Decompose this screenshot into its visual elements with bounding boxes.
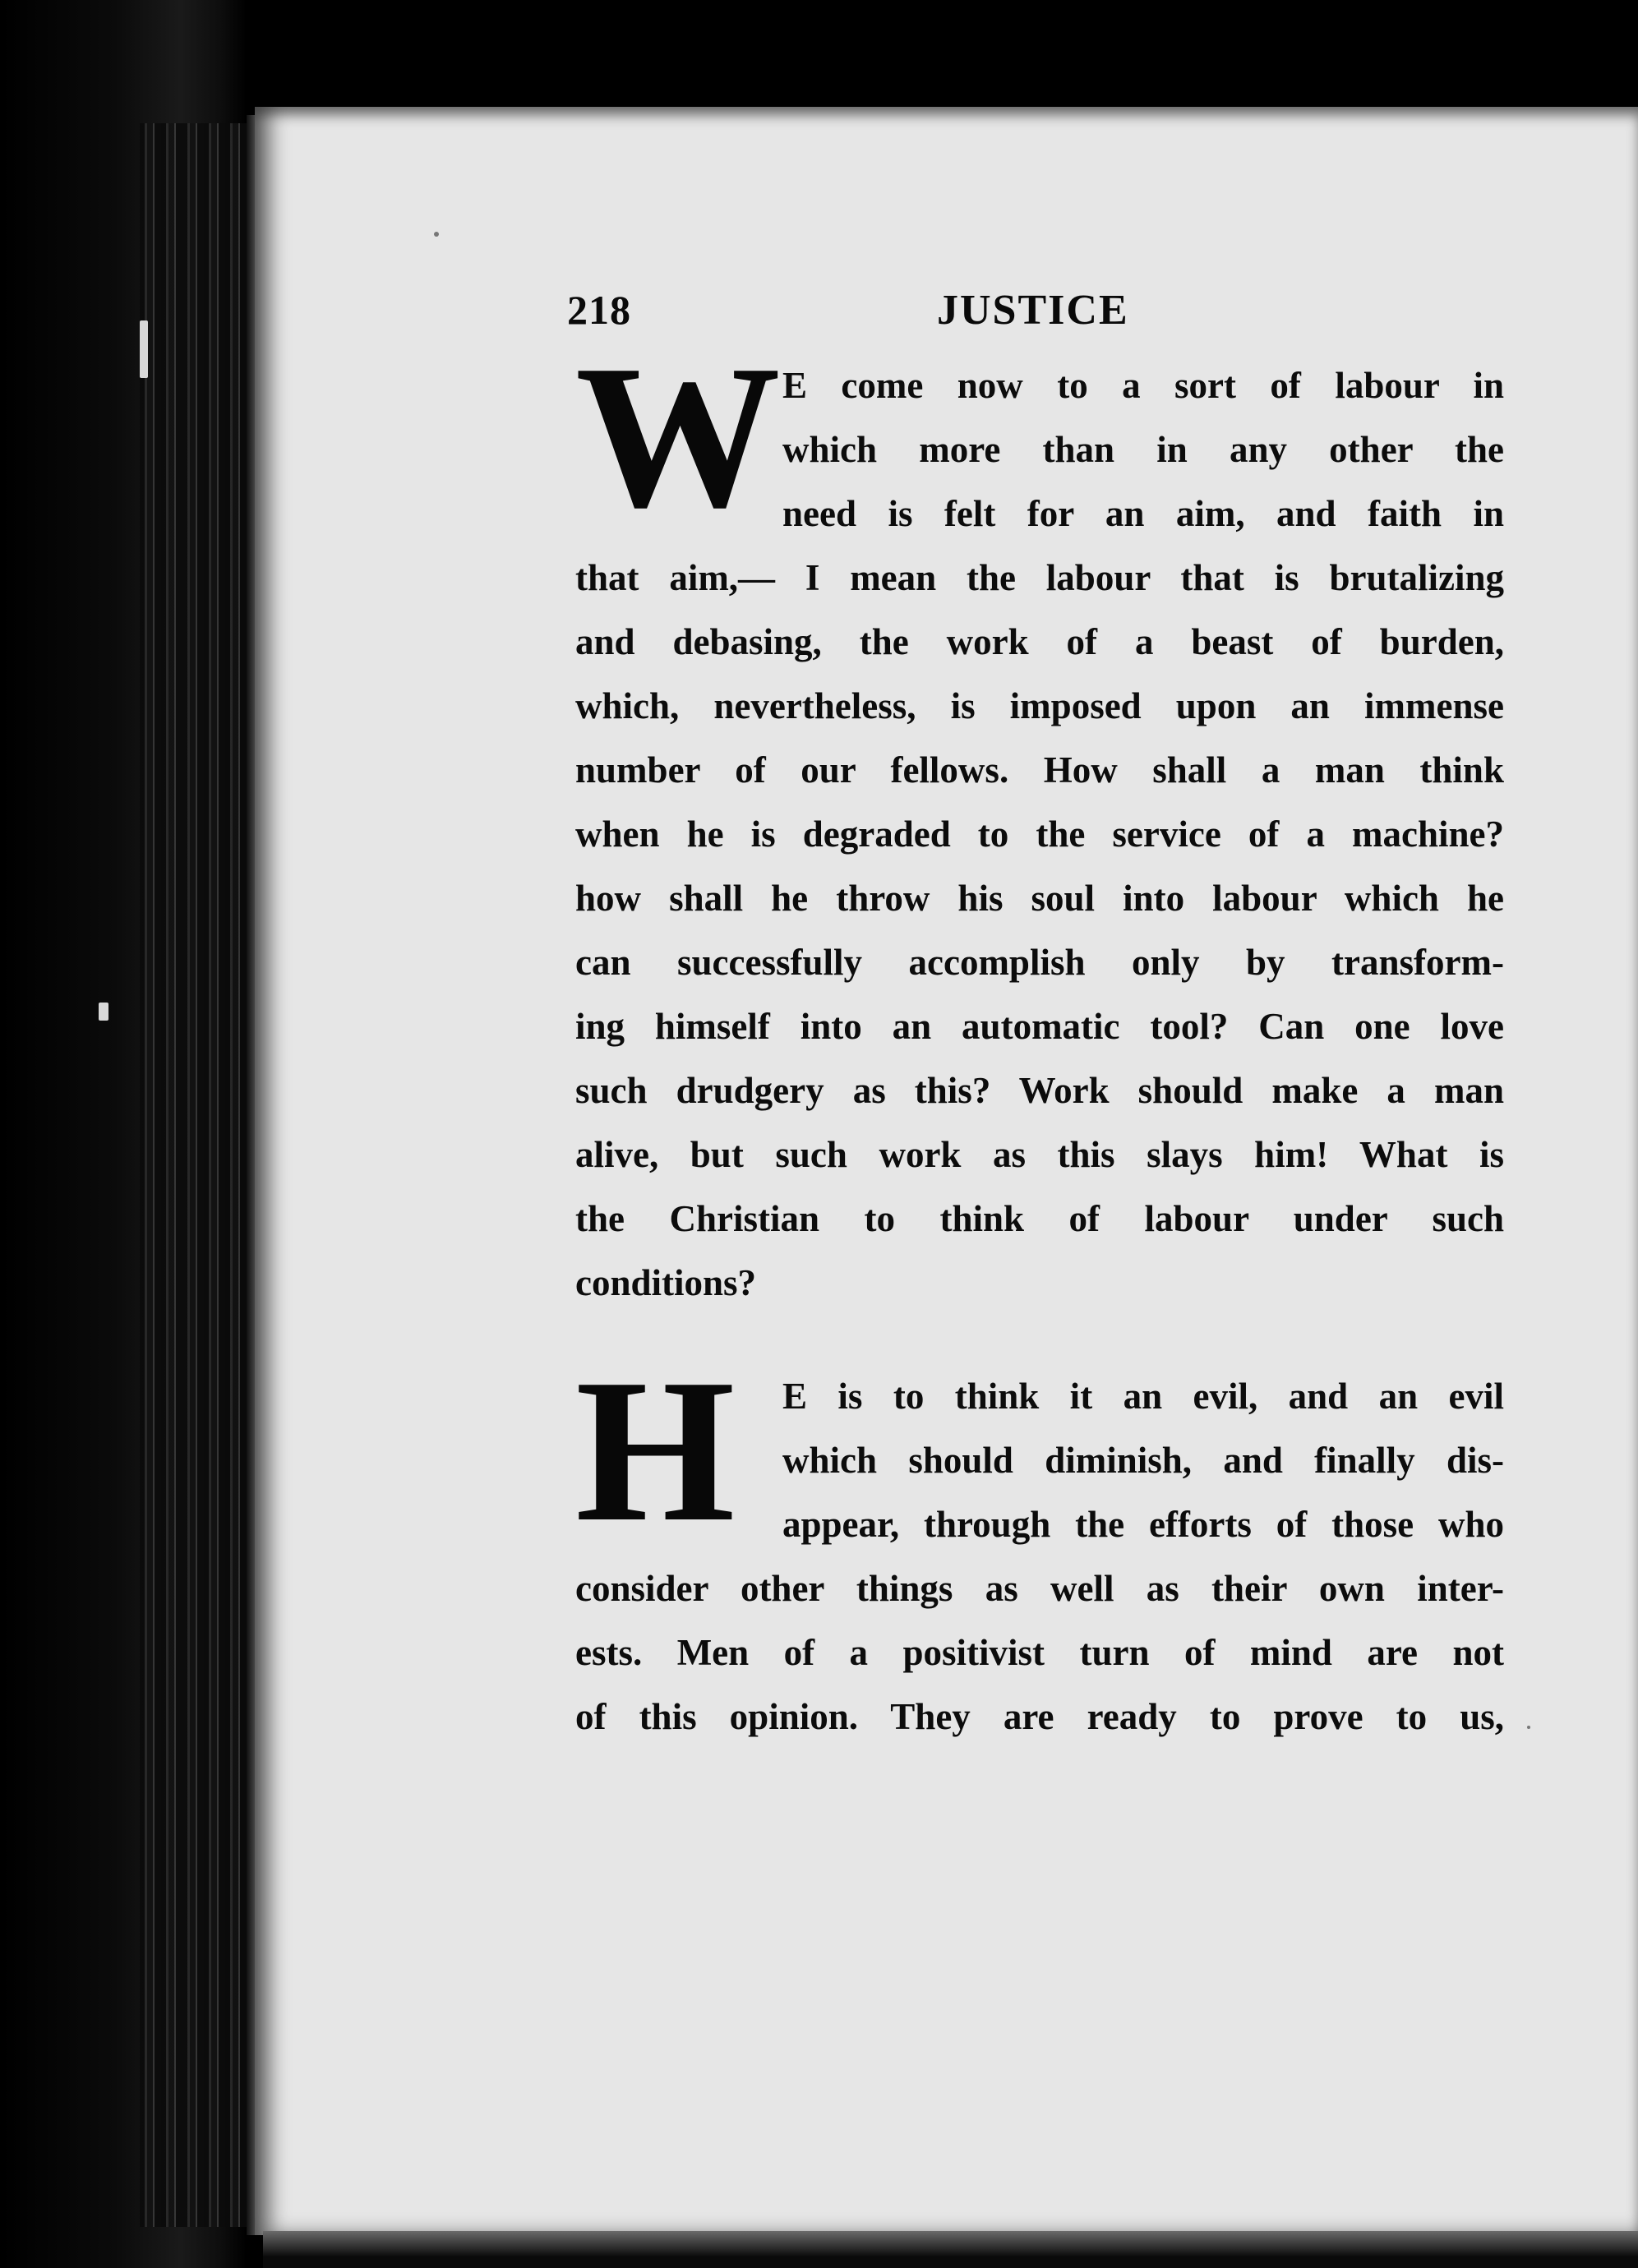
- text-line: can successfully accomplish only by transform-: [575, 942, 1504, 983]
- text-line: and debasing, the work of a beast of burden,: [575, 621, 1504, 662]
- text-line: which, nevertheless, is imposed upon an immense: [575, 685, 1504, 726]
- text-line: of this opinion. They are ready to prove to us,: [575, 1696, 1504, 1737]
- text-line: the Christian to think of labour under such: [575, 1198, 1504, 1239]
- text-line: when he is degraded to the service of a machine?: [575, 814, 1504, 855]
- scan-speck: [1527, 1726, 1530, 1729]
- text-line: consider other things as well as their own inter-: [575, 1568, 1504, 1609]
- text-line: alive, but such work as this slays him! What is: [575, 1134, 1504, 1175]
- text-line: conditions?: [575, 1262, 757, 1303]
- text-line: which should diminish, and finally dis-: [782, 1440, 1504, 1481]
- text-line: E is to think it an evil, and an evil: [782, 1376, 1504, 1417]
- text-line: E come now to a sort of labour in: [782, 365, 1504, 406]
- page-number: 218: [567, 287, 631, 333]
- drop-cap: H: [575, 1337, 736, 1565]
- text-line: that aim,— I mean the labour that is brutalizing: [575, 557, 1504, 598]
- text-line: need is felt for an aim, and faith in: [782, 493, 1504, 534]
- text-line: number of our fellows. How shall a man think: [575, 749, 1504, 791]
- text-line: how shall he throw his soul into labour which he: [575, 878, 1504, 919]
- text-line: appear, through the efforts of those who: [782, 1504, 1504, 1545]
- book-spine: [140, 123, 263, 2227]
- scan-speck: [140, 320, 148, 378]
- scan-speck: [99, 1003, 108, 1021]
- text-line: which more than in any other the: [782, 429, 1504, 470]
- running-title: JUSTICE: [937, 287, 1129, 334]
- drop-cap: W: [575, 323, 781, 551]
- text-line: ing himself into an automatic tool? Can one love: [575, 1006, 1504, 1047]
- text-line: ests. Men of a positivist turn of mind are not: [575, 1632, 1504, 1673]
- page-bottom-edge: [263, 2231, 1638, 2268]
- scan-speck: [434, 232, 439, 237]
- text-line: such drudgery as this? Work should make a man: [575, 1070, 1504, 1111]
